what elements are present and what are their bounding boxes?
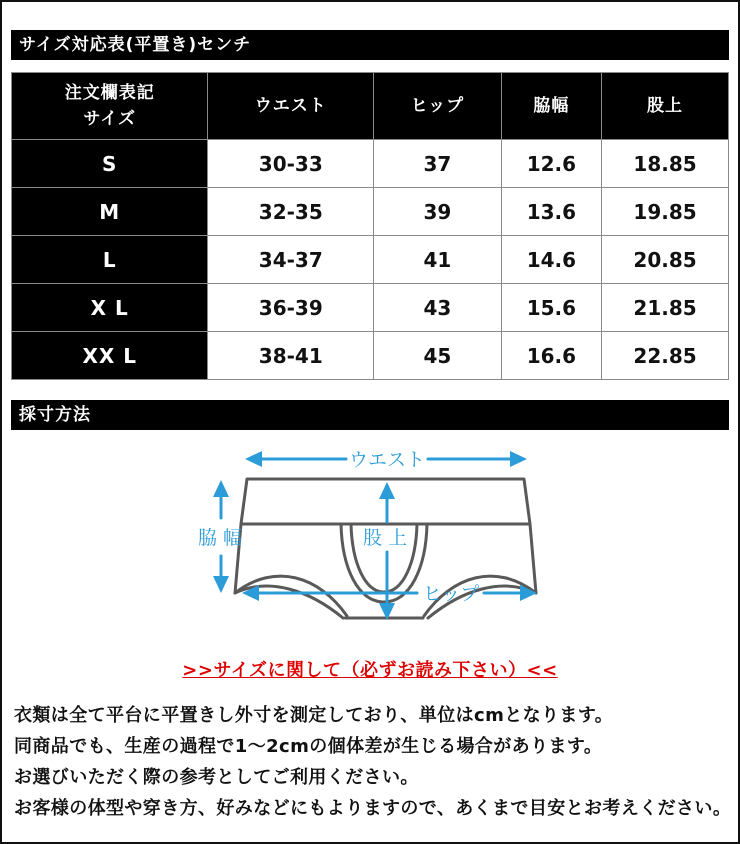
rise-value: 19.85 [602,188,729,236]
rise-value: 21.85 [602,284,729,332]
size-label: M [12,188,208,236]
waist-value: 38-41 [208,332,374,380]
note-line: お選びいただく際の参考としてご利用ください。 [14,767,419,788]
size-label: X L [12,284,208,332]
col-header-size [12,73,208,140]
side-width-value: 16.6 [501,332,601,380]
table-row-s [12,140,729,188]
table-row-m [12,188,729,236]
hip-label: ヒップ [422,583,480,605]
col-header-waist: ウエスト [208,73,374,140]
side-width-label: 脇 幅 [197,527,243,549]
rise-label: 股 上 [362,527,408,549]
table-row-xl [12,284,729,332]
waist-value: 36-39 [208,284,374,332]
right-side-seam [530,524,536,593]
side-width-value: 12.6 [501,140,601,188]
side-width-value: 13.6 [501,188,601,236]
section-header-size-table [11,30,729,60]
side-width-arrowhead-up [213,480,229,497]
note-line: お客様の体型や穿き方、好みなどにもよりますので、あくまで目安とお考えください。 [14,798,732,819]
col-header-hip: ヒップ [374,73,502,140]
side-width-value: 15.6 [501,284,601,332]
col-header-rise: 股上 [602,73,729,140]
col-header-side-width: 脇幅 [501,73,601,140]
waist-arrowhead-right [510,451,527,467]
note-line: 同商品でも、生産の過程で1～2cmの個体差が生じる場合があります。 [14,736,603,757]
size-notice-link-text: >>サイズに関して（必ずお読み下さい）<< [182,660,558,681]
hip-value: 43 [374,284,502,332]
underwear-measurement-diagram [169,436,573,640]
note-line: 衣類は全て平台に平置きし外寸を測定しており、単位はcmとなります。 [14,705,614,726]
size-label: L [12,236,208,284]
page-content [2,30,738,824]
waist-label: ウエスト [348,449,426,471]
waist-value: 34-37 [208,236,374,284]
waist-value: 30-33 [208,140,374,188]
waist-value: 32-35 [208,188,374,236]
table-row-l [12,236,729,284]
table-row-xxl [12,332,729,380]
col-header-size-line2: サイズ [83,109,137,129]
size-table-title: サイズ対応表(平置き)センチ [19,35,252,55]
rise-value: 20.85 [602,236,729,284]
col-header-size-line1: 注文欄表記 [64,82,155,103]
rise-value: 22.85 [602,332,729,380]
hip-value: 39 [374,188,502,236]
waist-arrowhead-left [245,451,262,467]
hip-value: 37 [374,140,502,188]
side-width-value: 14.6 [501,236,601,284]
size-label: XX L [12,332,208,380]
size-table [11,72,729,380]
rise-value: 18.85 [602,140,729,188]
side-width-arrowhead-down [213,576,229,593]
measurement-title: 採寸方法 [19,405,91,425]
section-header-measurement [11,400,729,430]
rise-arrowhead-up [379,482,395,499]
hip-value: 45 [374,332,502,380]
measurement-diagram [11,436,729,642]
measurement-notes [11,700,732,824]
size-table-header-row [12,73,729,140]
hip-value: 41 [374,236,502,284]
size-label: S [12,140,208,188]
